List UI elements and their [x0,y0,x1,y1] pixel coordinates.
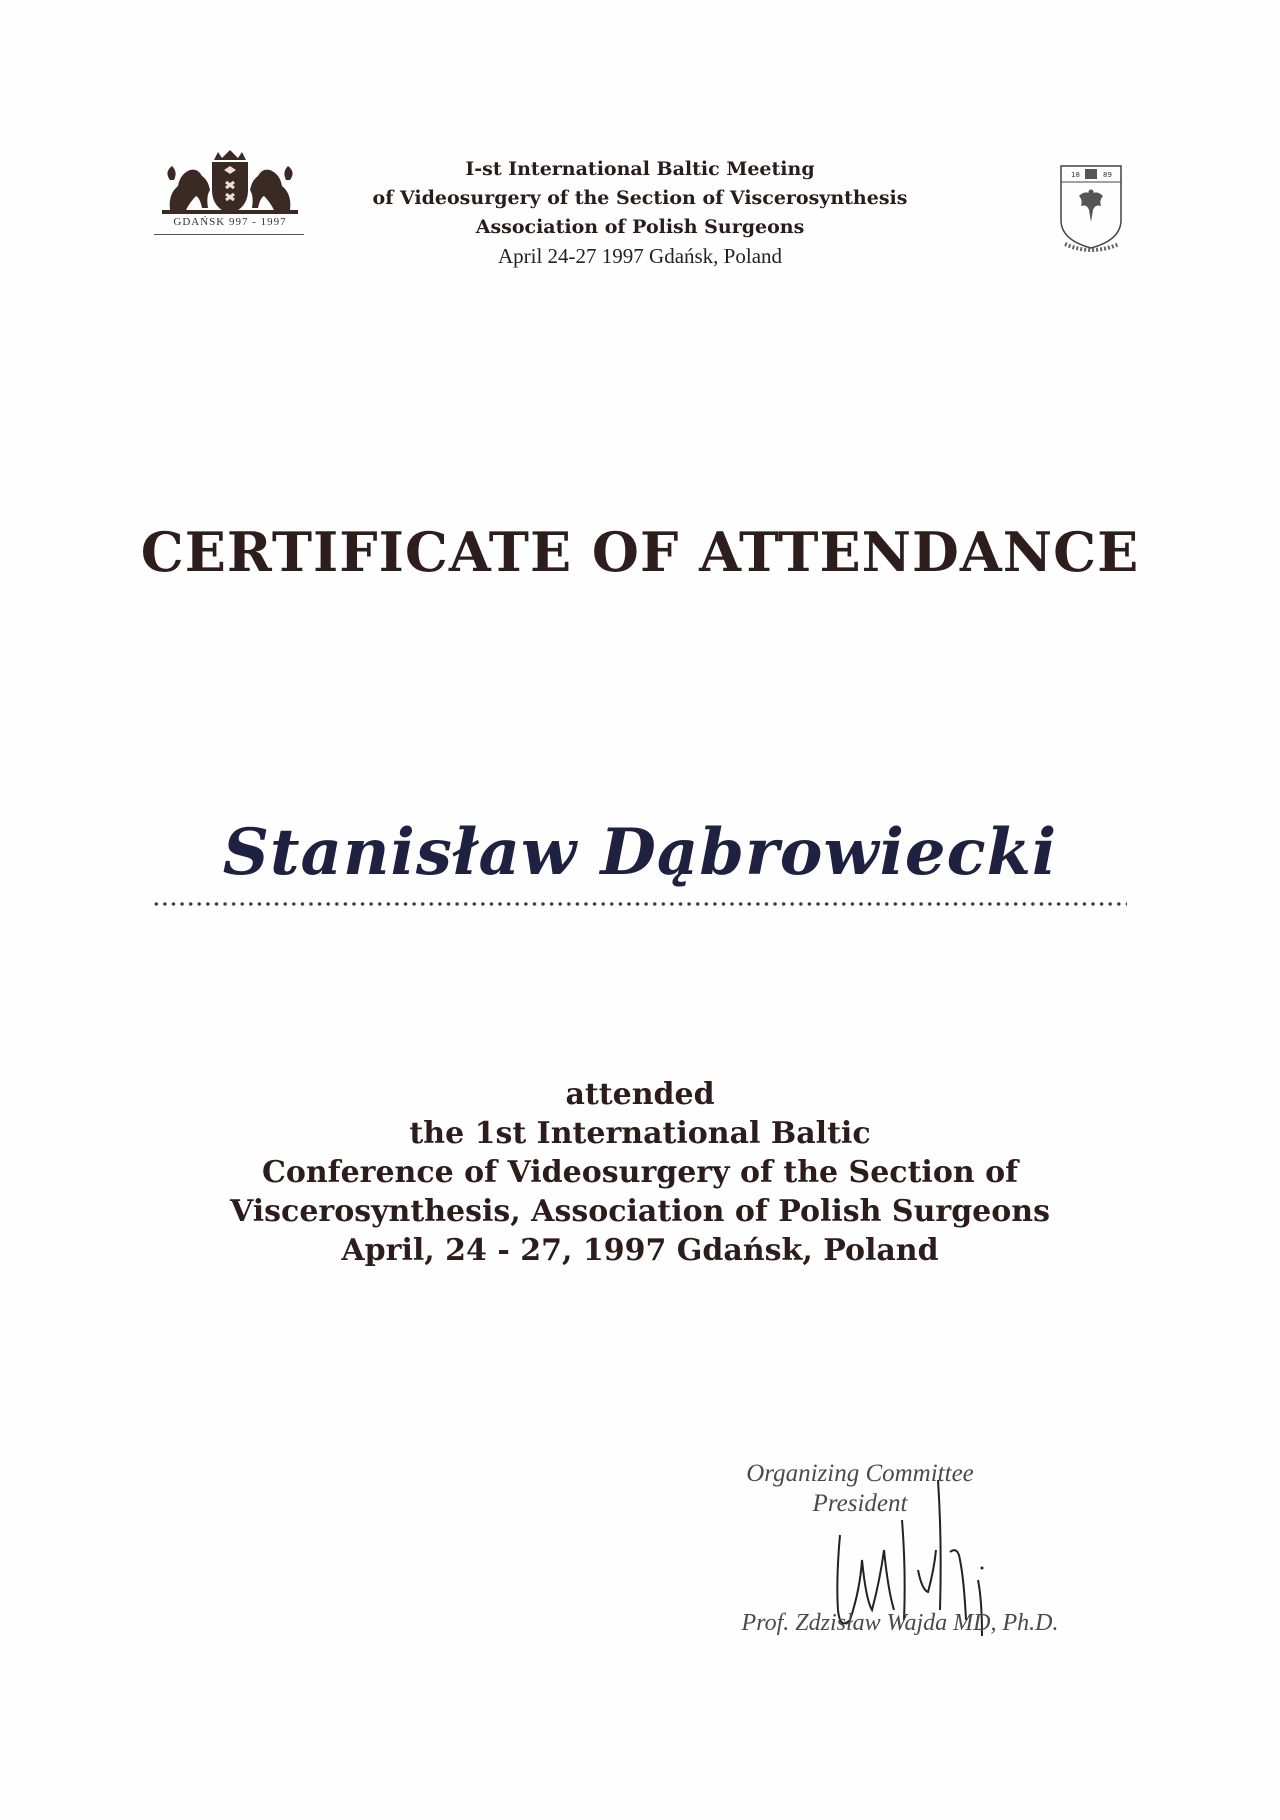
signature-role-line1: Organizing Committee [746,1460,974,1487]
header-line-2: of Videosurgery of the Section of Viscerosynthesis [372,187,908,209]
body-line-2: the 1st International Baltic [409,1116,871,1151]
emblem-year-left: 18 [1071,171,1080,179]
logo-caption: GDAŃSK 997 - 1997 [173,216,287,228]
body-line-4: Viscerosynthesis, Association of Polish Surgeons [230,1194,1050,1229]
logo-underline [154,234,304,235]
certificate-title: CERTIFICATE OF ATTENDANCE [140,520,1140,584]
body-line-date: April, 24 - 27, 1997 Gdańsk, Poland [341,1233,939,1268]
signature-block [690,1460,1110,1640]
header-line-1: I-st International Baltic Meeting [465,158,815,180]
body-line-3: Conference of Videosurgery of the Section of [261,1155,1019,1190]
association-emblem [1055,160,1130,260]
name-dotted-line [152,901,1127,907]
signature-role-line2: President [812,1490,908,1517]
attendance-statement [140,1075,1140,1270]
emblem-year-right: 89 [1103,171,1112,179]
eagle-shield-icon [1055,160,1130,260]
signer-name: Prof. Zdzisław Wajda MD, Ph.D. [741,1610,1059,1636]
gdansk-crest-icon [150,150,310,216]
gdansk-coat-of-arms-logo [150,150,310,240]
recipient-name: Stanisław Dąbrowiecki [222,815,1058,890]
header-date-line: April 24-27 1997 Gdańsk, Poland [497,244,783,268]
event-header [330,155,950,271]
header-line-3: Association of Polish Surgeons [475,216,805,238]
body-line-attended: attended [565,1077,715,1112]
